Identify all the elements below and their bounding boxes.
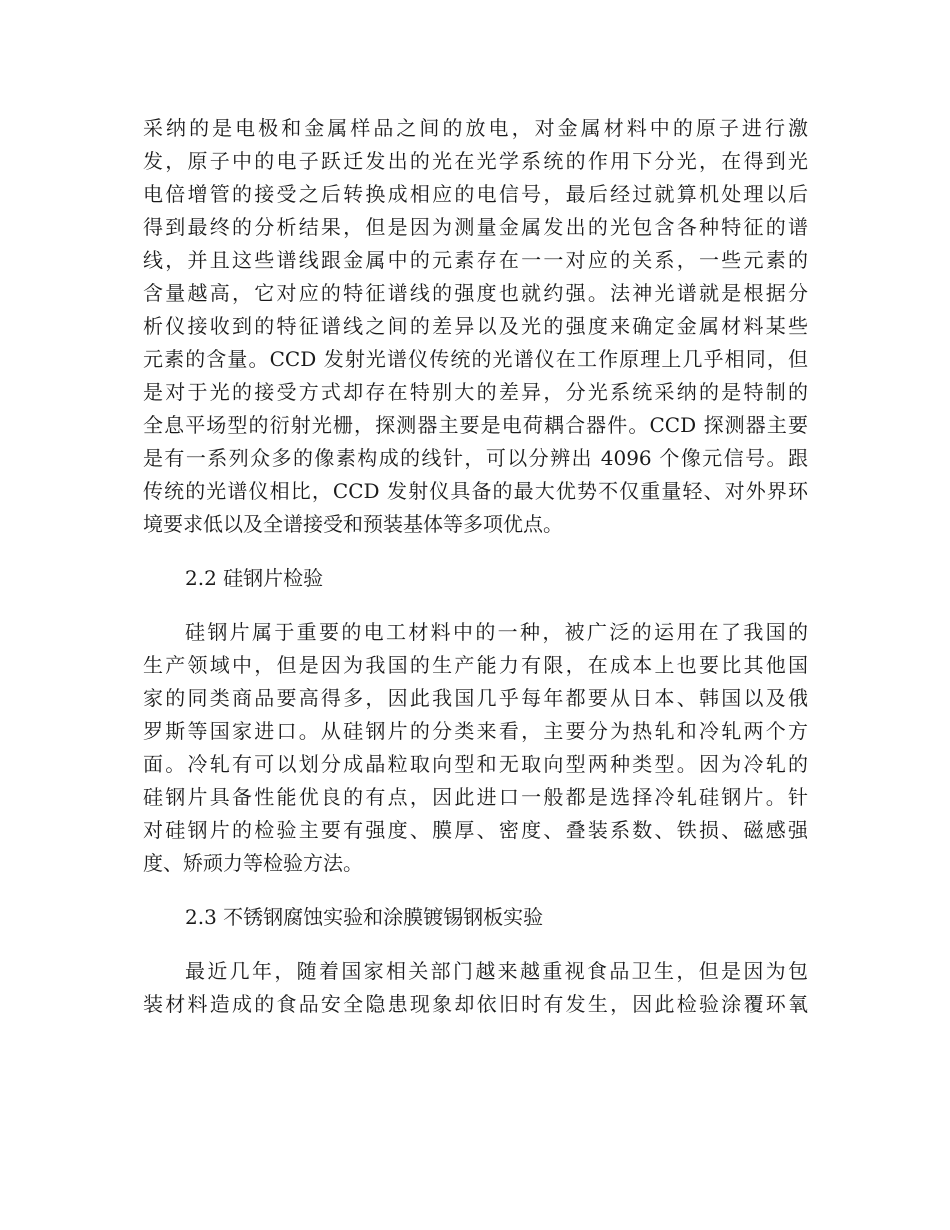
text-line: 硅钢片属于重要的电工材料中的一种，被广泛的运用在了我国的 <box>185 620 808 644</box>
text-line: 硅钢片具备性能优良的有点，因此进口一般都是选择冷轧硅钢片。针 <box>143 785 808 809</box>
text-line: 家的同类商品要高得多，因此我国几乎每年都要从日本、韩国以及俄 <box>143 686 808 710</box>
text-line: 采纳的是电极和金属样品之间的放电，对金属材料中的原子进行激 <box>143 116 808 140</box>
text-line: 元素的含量。CCD 发射光谱仪传统的光谱仪在工作原理上几乎相同，但 <box>143 347 808 371</box>
text-line: 境要求低以及全谱接受和预装基体等多项优点。 <box>143 512 563 536</box>
text-line: 得到最终的分析结果，但是因为测量金属发出的光包含各种特征的谱 <box>143 215 808 239</box>
text-line: 传统的光谱仪相比，CCD 发射仪具备的最大优势不仅重量轻、对外界环 <box>143 479 808 503</box>
text-line: 生产领域中，但是因为我国的生产能力有限，在成本上也要比其他国 <box>143 653 808 677</box>
text-line: 全息平场型的衍射光栅，探测器主要是电荷耦合器件。CCD 探测器主要 <box>143 413 808 437</box>
paragraph-corrosion-test <box>143 955 808 1021</box>
text-line: 面。冷轧有可以划分成晶粒取向型和无取向型两种类型。因为冷轧的 <box>143 752 808 776</box>
text-line: 析仪接收到的特征谱线之间的差异以及光的强度来确定金属材料某些 <box>143 314 808 338</box>
paragraph-continuation <box>143 112 808 541</box>
document-page <box>143 112 808 1021</box>
section-heading-2-2: 2.2 硅钢片检验 <box>185 566 324 590</box>
text-line: 最近几年，随着国家相关部门越来越重视食品卫生，但是因为包 <box>185 959 808 983</box>
text-line: 罗斯等国家进口。从硅钢片的分类来看，主要分为热轧和冷轧两个方 <box>143 719 808 743</box>
text-line: 装材料造成的食品安全隐患现象却依旧时有发生，因此检验涂覆环氧 <box>143 992 808 1016</box>
text-line: 对硅钢片的检验主要有强度、膜厚、密度、叠装系数、铁损、磁感强 <box>143 818 808 842</box>
text-line: 度、矫顽力等检验方法。 <box>143 851 363 875</box>
text-line: 是对于光的接受方式却存在特别大的差异，分光系统采纳的是特制的 <box>143 380 808 404</box>
text-line: 电倍增管的接受之后转换成相应的电信号，最后经过就算机处理以后 <box>143 182 808 206</box>
paragraph-silicon-steel <box>143 616 808 880</box>
text-line: 发，原子中的电子跃迁发出的光在光学系统的作用下分光，在得到光 <box>143 149 808 173</box>
text-line: 线，并且这些谱线跟金属中的元素存在一一对应的关系，一些元素的 <box>143 248 808 272</box>
section-heading-2-3: 2.3 不锈钢腐蚀实验和涂膜镀锡钢板实验 <box>185 905 544 929</box>
text-line: 是有一系列众多的像素构成的线针，可以分辨出 4096 个像元信号。跟 <box>143 446 808 470</box>
text-line: 含量越高，它对应的特征谱线的强度也就约强。法神光谱就是根据分 <box>143 281 808 305</box>
